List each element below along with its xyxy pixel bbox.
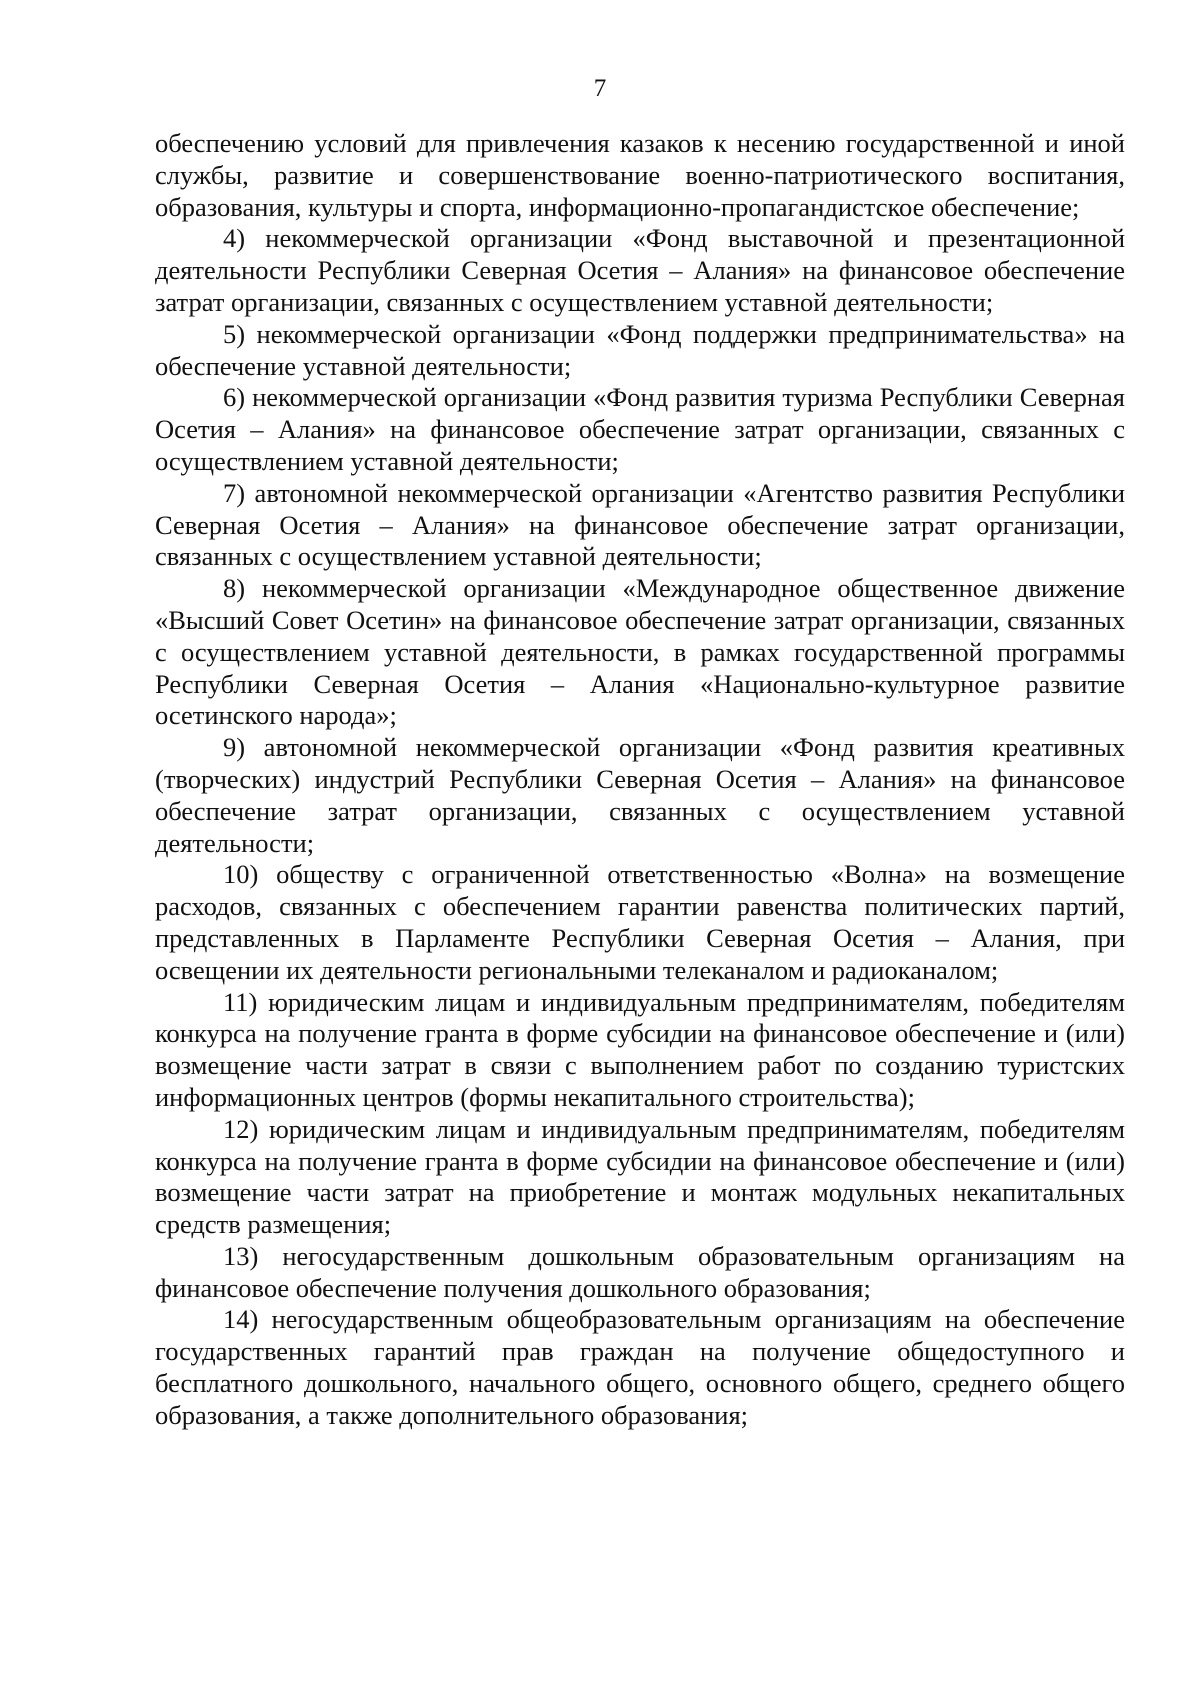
list-item-6: 6) некоммерческой организации «Фонд развития туризма Республики Северная Осетия – Алания» на финансовое обеспечение затрат организации, связанных с осуществлением уставной деятельности; [155,382,1125,476]
document-body [155,128,1125,1432]
list-item-9: 9) автономной некоммерческой организации «Фонд развития креативных (творческих) индустрий Республики Северная Осетия – Алания» на финансовое обеспечение затрат организации, связанных с осуществлением уставной деятельности; [155,732,1125,858]
list-item-10: 10) обществу с ограниченной ответственностью «Волна» на возмещение расходов, связанных с обеспечением гарантии равенства политических партий, представленных в Парламенте Республики Северная Осетия – Алания, при освещении их деятельности региональными телеканалом и радиоканалом; [155,859,1125,985]
page-number: 7 [593,75,607,102]
list-item-13: 13) негосударственным дошкольным образовательным организациям на финансовое обеспечение получения дошкольного образования; [155,1240,1125,1303]
list-item-7: 7) автономной некоммерческой организации «Агентство развития Республики Северная Осетия – Алания» на финансовое обеспечение затрат организации, связанных с осуществлением уставной деятельности; [155,477,1125,572]
list-item-11: 11) юридическим лицам и индивидуальным предпринимателям, победителям конкурса на получение гранта в форме субсидии на финансовое обеспечение и (или) возмещение части затрат в связи с выполнением работ по созданию туристских информационных центров (формы некапитального строительства); [155,986,1125,1112]
list-item-5: 5) некоммерческой организации «Фонд поддержки предпринимательства» на обеспечение уставной деятельности; [155,318,1125,381]
list-item-4: 4) некоммерческой организации «Фонд выставочной и презентационной деятельности Республики Северная Осетия – Алания» на финансовое обеспечение затрат организации, связанных с осуществлением уставной деятельности; [155,223,1125,317]
list-item-12: 12) юридическим лицам и индивидуальным предпринимателям, победителям конкурса на получение гранта в форме субсидии на финансовое обеспечение и (или) возмещение части затрат на приобретение и монтаж модульных некапитальных средств размещения; [155,1113,1125,1240]
list-item-14: 14) негосударственным общеобразовательным организациям на обеспечение государственных гарантий прав граждан на получение общедоступного и бесплатного дошкольного, начального общего, основного общего, среднего общего образования, а также дополнительного образования; [155,1304,1125,1430]
list-item-8: 8) некоммерческой организации «Международное общественное движение «Высший Совет Осетин» на финансовое обеспечение затрат организации, связанных с осуществлением уставной деятельности, в рамках государственной программы Республики Северная Осетия – Алания «Национально-культурное развитие осетинского народа»; [155,573,1125,731]
paragraph-continuation: обеспечению условий для привлечения казаков к несению государственной и иной службы, развитие и совершенствование военно-патриотического воспитания, образования, культуры и спорта, информационно-пропагандистское обеспечение; [155,128,1125,222]
